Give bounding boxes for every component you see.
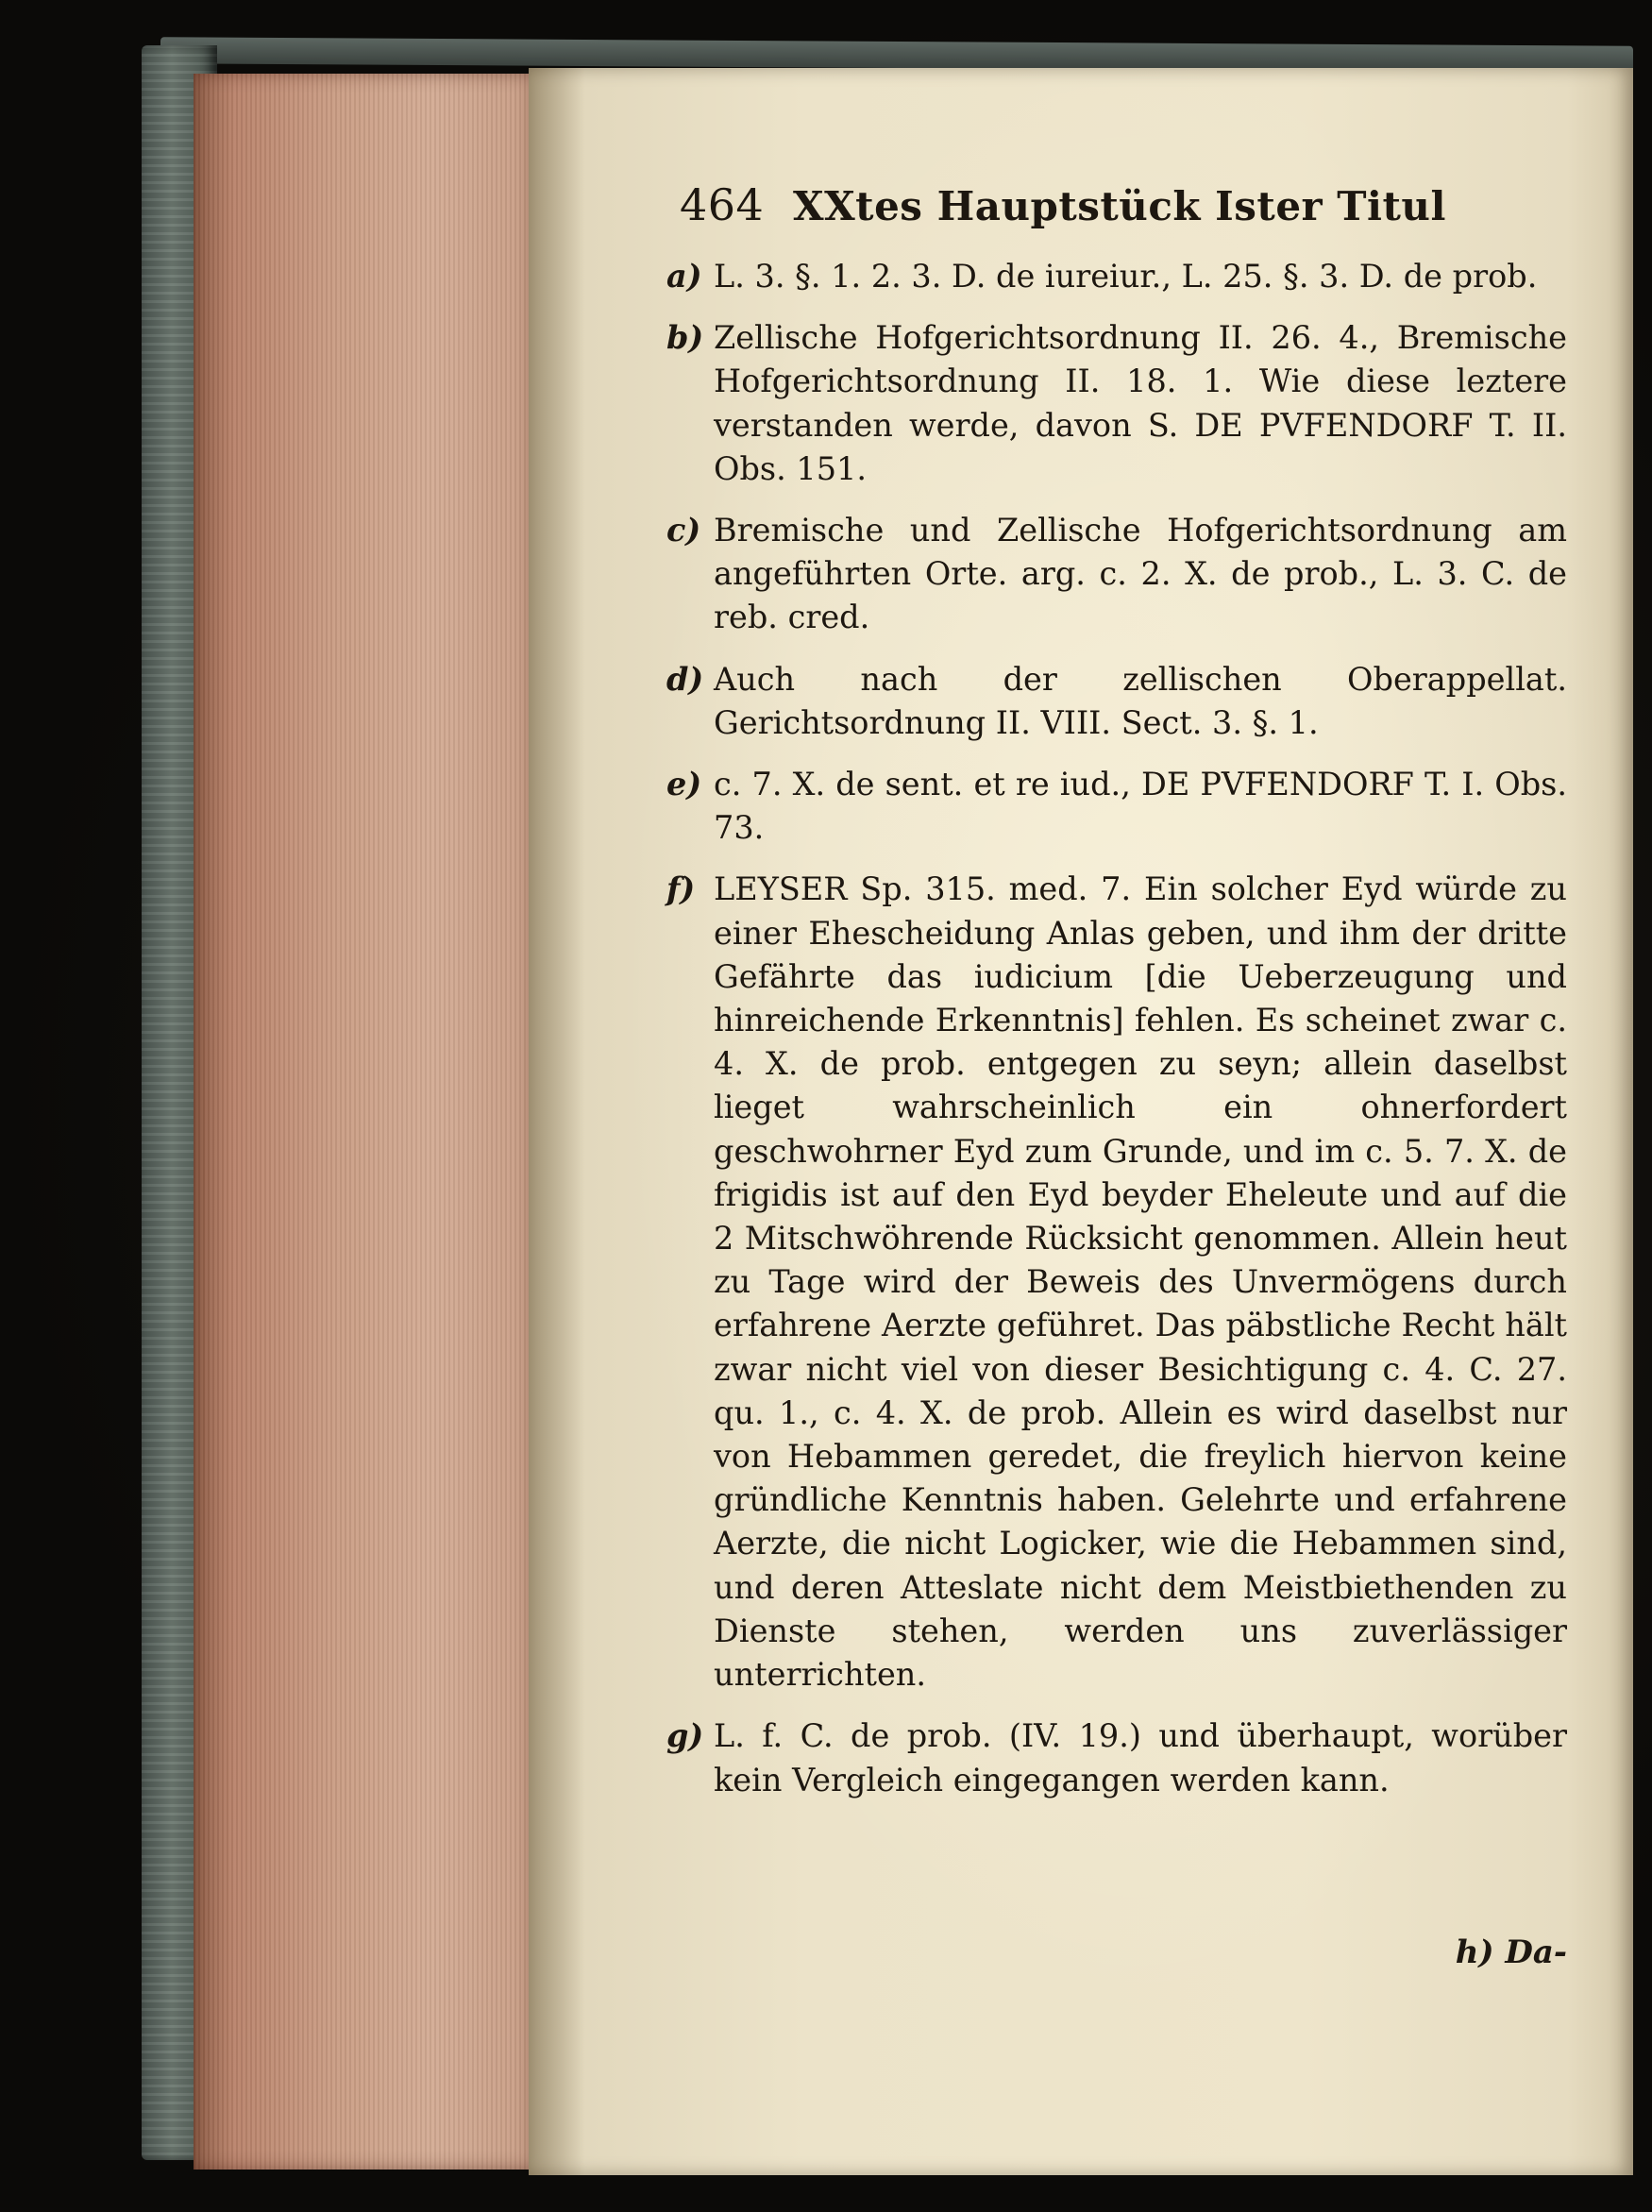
footnote-mark: a) <box>666 258 702 295</box>
footnote-mark: d) <box>666 660 704 698</box>
footnote-text: Bremische und Zellische Hofgerichtsordnung am angeführten Orte. arg. c. 2. X. de prob., L. 3. C. de reb. cred. <box>714 512 1567 636</box>
footnote-text: LEYSER Sp. 315. med. 7. Ein solcher Eyd würde zu einer Ehescheidung Anlas geben, und ihm der dritte Gefährte das iudicium [die Ueberzeugung und hinreichende Erkenntnis] fehlen. Es scheinet zwar c. 4. X. de prob. entgegen zu seyn; allein daselbst lieget wahrscheinlich ein ohnerfordert geschwohrner Eyd zum Grunde, und im c. 5. 7. X. de frigidis ist auf den Eyd beyder Eheleute und auf die 2 Mitschwöhrende Rücksicht genommen. Allein heut zu Tage wird der Beweis des Unvermögens durch erfahrene Aerzte geführet. Das päbstliche Recht hält zwar nicht viel von dieser Besichtigung c. 4. C. 27. qu. 1., c. 4. X. de prob. Allein es wird daselbst nur von Hebammen geredet, die freylich hiervon keine gründliche Kenntnis haben. Gelehrte und erfahrene Aerzte, die nicht Logicker, wie die Hebammen sind, und deren Atteslate nicht dem Meistbiethenden zu Dienste stehen, werden uns zuverlässiger unterrichten. <box>714 870 1567 1694</box>
footnote <box>666 509 1567 640</box>
book-page <box>529 68 1633 2175</box>
page-number: 464 <box>680 179 765 230</box>
footnote-text: L. f. C. de prob. (IV. 19.) und überhaupt, worüber kein Vergleich eingegangen werden kann. <box>714 1717 1567 1798</box>
footnote-text: L. 3. §. 1. 2. 3. D. de iureiur., L. 25. §. 3. D. de prob. <box>714 258 1538 295</box>
footnote <box>666 1714 1567 1801</box>
running-title: XXtes Hauptstück Ister Titul <box>793 183 1446 229</box>
running-head <box>680 179 1567 230</box>
footnote <box>666 658 1567 745</box>
footnote <box>666 763 1567 850</box>
footnote-text: c. 7. X. de sent. et re iud., DE PVFENDORF T. I. Obs. 73. <box>714 766 1567 847</box>
footnote-text: Zellische Hofgerichtsordnung II. 26. 4., Bremische Hofgerichtsordnung II. 18. 1. Wie diese leztere verstanden werde, davon S. DE PVFENDORF T. II. Obs. 151. <box>714 319 1567 487</box>
footnote-text: Auch nach der zellischen Oberappellat. Gerichtsordnung II. VIII. Sect. 3. §. 1. <box>714 660 1567 741</box>
page-block-edges <box>194 74 533 2170</box>
footnote <box>666 316 1567 491</box>
footnote-mark: b) <box>666 319 704 357</box>
footnote-list <box>666 255 1567 1802</box>
footnote-mark: e) <box>666 766 702 803</box>
footnote-mark: c) <box>666 512 701 549</box>
footnote <box>666 868 1567 1697</box>
gutter-shadow <box>529 68 585 2175</box>
footnote <box>666 255 1567 298</box>
page-content <box>666 179 1567 1971</box>
footnote-mark: g) <box>666 1717 704 1755</box>
footnote-mark: f) <box>666 870 696 908</box>
catchword: h) Da- <box>1455 1933 1567 1971</box>
